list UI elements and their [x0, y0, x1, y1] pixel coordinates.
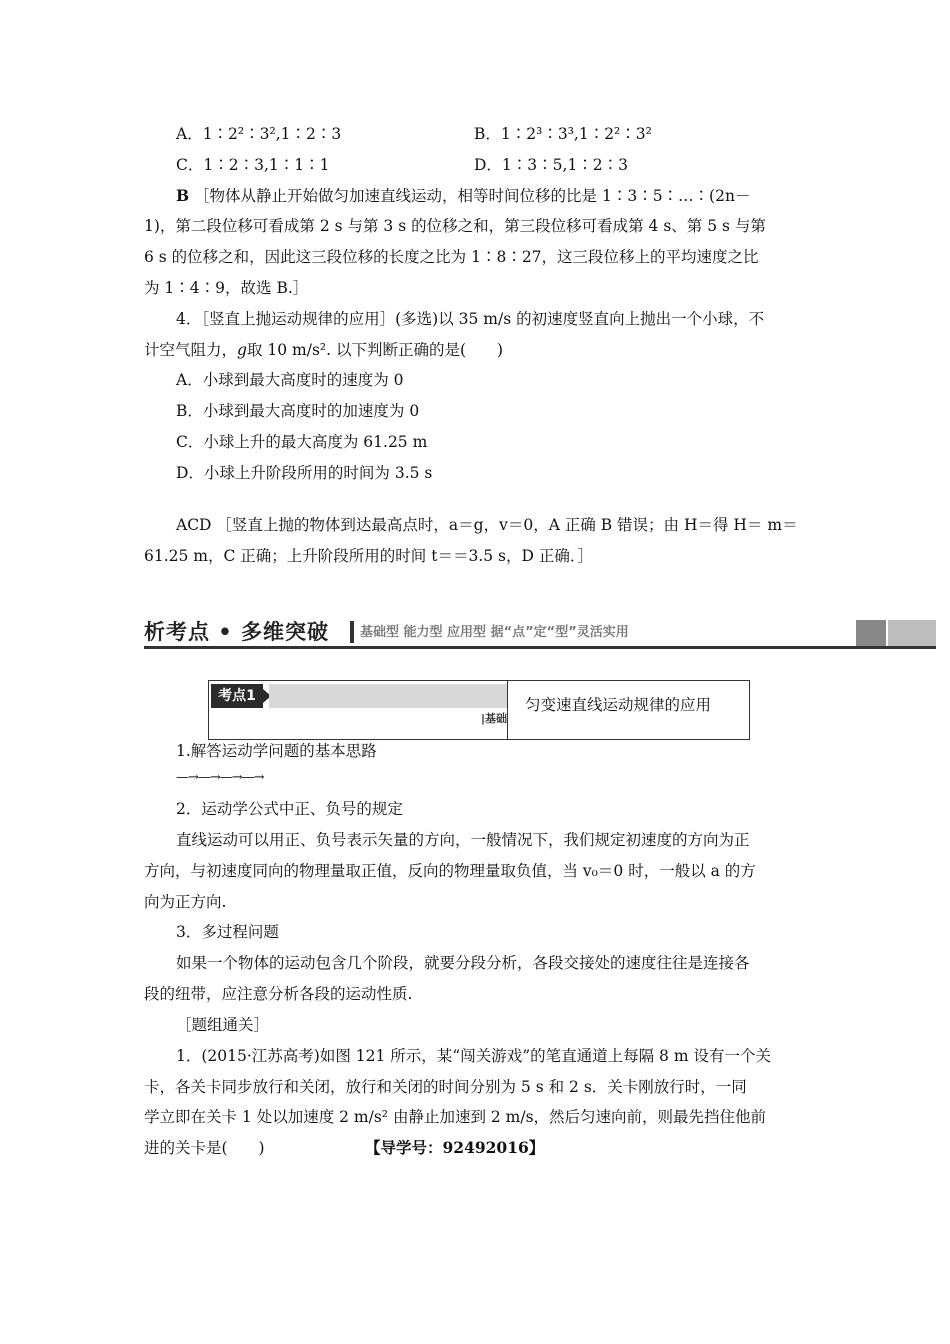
- q4-stem-text-b: 取 10 m/s². 以下判断正确的是( ): [246, 341, 504, 359]
- q3-answer-line-3: 6 s 的位移之和，因此这三段位移的长度之比为 1∶8∶27，这三段位移上的平均速度之比: [144, 248, 759, 266]
- kaodian-box: [208, 680, 750, 740]
- q4-stem-g: g: [237, 341, 247, 359]
- para-3-line-2: 段的纽带，应注意分析各段的运动性质.: [144, 985, 413, 1003]
- q4-answer-line-2: 61.25 m，C 正确；上升阶段所用的时间 t＝＝3.5 s，D 正确．］: [144, 547, 594, 565]
- q4-option-d: D．小球上升阶段所用的时间为 3.5 s: [176, 464, 433, 482]
- q4-stem-line-1: 4．［竖直上抛运动规律的应用］(多选)以 35 m/s 的初速度竖直向上抛出一个小球，不: [176, 310, 765, 328]
- para-2-line-1: 直线运动可以用正、负号表示矢量的方向，一般情况下，我们规定初速度的方向为正: [176, 831, 750, 849]
- banner-rule: [144, 646, 936, 649]
- q3-option-d: D．1∶3∶5,1∶2∶3: [474, 156, 629, 174]
- q1-line-3: 学立即在关卡 1 处以加速度 2 m/s² 由静止加速到 2 m/s，然后匀速向前，则最先挡住他前: [144, 1108, 767, 1126]
- kaodian-tag: 考点1: [211, 684, 263, 708]
- banner-dark-block: [856, 620, 886, 646]
- q3-answer-line-2: 1)，第二段位移可看成第 2 s 与第 3 s 的位移之和，第三段位移可看成第 4 s、第 5 s 与第: [144, 217, 766, 235]
- q3-answer-text-1: ［物体从静止开始做匀加速直线运动，相等时间位移的比是 1∶3∶5∶…∶(2n－: [194, 187, 751, 205]
- q4-option-c: C．小球上升的最大高度为 61.25 m: [176, 433, 428, 451]
- q4-stem-line-2: [144, 340, 808, 360]
- q4-stem-text-a: 计空气阻力，: [144, 341, 238, 359]
- arrow-chain: —→—→—→—→: [176, 770, 264, 785]
- q3-answer-line-1: [176, 186, 840, 206]
- banner-light-block: [888, 620, 936, 646]
- q4-option-b: B．小球到最大高度时的加速度为 0: [176, 402, 420, 420]
- q1-line-1: 1．(2015·江苏高考)如图 121 所示，某“闯关游戏”的笔直通道上每隔 8 m 设有一个关: [176, 1047, 771, 1065]
- q4-option-a: A．小球到最大高度时的速度为 0: [176, 371, 404, 389]
- kaodian-label-cell: [209, 681, 508, 739]
- heading-1: 1.解答运动学问题的基本思路: [176, 742, 377, 760]
- para-2-line-3: 向为正方向.: [144, 893, 227, 911]
- section-subtitle: 基础型 能力型 应用型 据“点”定“型”灵活实用: [360, 625, 629, 640]
- q3-option-c: C．1∶2∶3,1∶1∶1: [176, 156, 330, 174]
- q3-answer-line-4: 为 1∶4∶9，故选 B.］: [144, 279, 309, 297]
- heading-2: 2．运动学公式中正、负号的规定: [176, 800, 403, 818]
- para-3-line-1: 如果一个物体的运动包含几个阶段，就要分段分析，各段交接处的速度往往是连接各: [176, 954, 750, 972]
- q3-answer-letter: B: [176, 186, 190, 205]
- section-banner: [144, 618, 936, 650]
- q4-answer-line-1: ACD ［竖直上抛的物体到达最高点时，a＝g，v＝0，A 正确 B 错误；由 H＝得 H＝ m＝: [176, 516, 798, 534]
- kaodian-level: |基础: [480, 712, 507, 725]
- heading-3: 3．多过程问题: [176, 923, 279, 941]
- q1-line-2: 卡，各关卡同步放行和关闭，放行和关闭的时间分别为 5 s 和 2 s．关卡刚放行时，一同: [144, 1078, 747, 1096]
- kaodian-bar: [269, 684, 507, 708]
- banner-separator: [350, 621, 354, 643]
- q1-line-4: 进的关卡是( ): [144, 1139, 265, 1157]
- section-title: 析考点 • 多维突破: [144, 620, 330, 644]
- para-2-line-2: 方向，与初速度同向的物理量取正值，反向的物理量取负值，当 v₀＝0 时，一般以 a 的方: [144, 862, 756, 880]
- q3-option-b: B．1∶2³∶3³,1∶2²∶3²: [474, 125, 652, 143]
- group-label: ［题组通关］: [176, 1016, 270, 1034]
- kaodian-title: 匀变速直线运动规律的应用: [525, 696, 712, 714]
- q3-option-a: A．1∶2²∶3²,1∶2∶3: [176, 125, 342, 143]
- guide-number: 【导学号：92492016】: [365, 1138, 545, 1157]
